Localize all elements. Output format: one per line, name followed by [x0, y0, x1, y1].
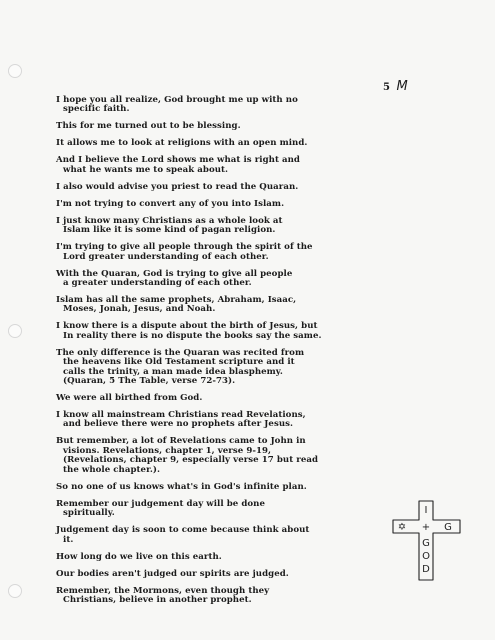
- paragraph: [56, 243, 396, 262]
- paragraph-line: Islam has all the same prophets, Abraham, Isaac,: [56, 295, 297, 306]
- paragraph: [56, 553, 396, 562]
- punch-hole: [8, 64, 22, 78]
- paragraph-line: The only difference is the Quaran was recited from: [56, 347, 305, 358]
- paragraph: [56, 349, 396, 387]
- paragraph-line: Lord greater understanding of each other.: [63, 251, 269, 262]
- paragraph-line: Islam like it is some kind of pagan religion.: [63, 225, 276, 236]
- paragraph-line: visions. Revelations, chapter 1, verse 9-19,: [63, 445, 272, 456]
- cross-bottom-letter-d: D: [422, 564, 430, 575]
- paragraph-line: We were all birthed from God.: [56, 393, 203, 404]
- page-number-value: 5: [383, 82, 391, 93]
- paragraph: [56, 526, 396, 545]
- paragraph-line: Moses, Jonah, Jesus, and Noah.: [63, 304, 216, 315]
- paragraph-line: and believe there were no prophets after Jesus.: [63, 419, 294, 430]
- cross-bottom-letter-o: O: [422, 551, 430, 562]
- paragraph: [56, 200, 396, 209]
- paragraph: [56, 96, 396, 115]
- paragraph-line: It allows me to look at religions with an open mind.: [56, 138, 308, 149]
- paragraph: [56, 570, 396, 579]
- paragraph-line: specific faith.: [63, 104, 130, 115]
- paragraph-line: spiritually.: [63, 508, 115, 519]
- paragraph: [56, 500, 396, 519]
- paragraph: [56, 217, 396, 236]
- punch-hole: [8, 584, 22, 598]
- paragraph-line: I just know many Christians as a whole look at: [56, 215, 283, 226]
- paragraph-line: With the Quaran, God is trying to give all people: [56, 268, 293, 279]
- paragraph-line: But remember, a lot of Revelations came to John in: [56, 436, 306, 447]
- paragraph-line: I know all mainstream Christians read Revelations,: [56, 410, 306, 421]
- paragraph-line: it.: [63, 534, 74, 545]
- paragraph: [56, 183, 396, 192]
- paragraph-line: I also would advise you priest to read the Quaran.: [56, 181, 299, 192]
- punch-hole: [8, 324, 22, 338]
- paragraph-line: the whole chapter.).: [63, 464, 161, 475]
- paragraph-line: what he wants me to speak about.: [63, 164, 229, 175]
- letter-body: [56, 96, 396, 613]
- page-number: [383, 79, 408, 94]
- paragraph-line: Our bodies aren't judged our spirits are judged.: [56, 568, 289, 579]
- paragraph-line: How long do we live on this earth.: [56, 551, 222, 562]
- paragraph-line: I know there is a dispute about the birth of Jesus, but: [56, 321, 318, 332]
- paragraph-line: In reality there is no dispute the books say the same.: [63, 330, 322, 341]
- cross-top-letter: I: [424, 505, 428, 516]
- paragraph-line: I hope you all realize, God brought me up with no: [56, 95, 298, 105]
- paragraph-line: (Revelations, chapter 9, especially verse 17 but read: [63, 455, 319, 466]
- paragraph: [56, 296, 396, 315]
- paragraph-line: Remember our judgement day will be done: [56, 498, 265, 509]
- paragraph: [56, 437, 396, 475]
- paragraph-line: (Quaran, 5 The Table, verse 72-73).: [63, 376, 236, 387]
- cross-bottom-letter-g: G: [422, 538, 430, 549]
- paragraph-line: Remember, the Mormons, even though they: [56, 585, 270, 596]
- paragraph-line: And I believe the Lord shows me what is right and: [56, 155, 300, 166]
- paragraph: [56, 122, 396, 131]
- paragraph-line: So no one of us knows what's in God's infinite plan.: [56, 481, 307, 492]
- cross-right-letter: G: [444, 522, 452, 533]
- paragraph-line: I'm trying to give all people through the spirit of the: [56, 242, 313, 253]
- handwritten-page-mark: M: [396, 79, 408, 94]
- paragraph-line: Judgement day is soon to come because think about: [56, 525, 310, 536]
- paragraph: [56, 270, 396, 289]
- paragraph: [56, 156, 396, 175]
- paragraph: [56, 411, 396, 430]
- paragraph: [56, 483, 396, 492]
- paragraph-line: calls the trinity, a man made idea blasphemy.: [63, 366, 283, 377]
- cross-center-mark: +: [421, 522, 431, 533]
- paragraph: [56, 322, 396, 341]
- paragraph-line: a greater understanding of each other.: [63, 278, 252, 289]
- paragraph: [56, 587, 396, 606]
- star-of-david-icon: ✡: [397, 522, 407, 533]
- paragraph-line: This for me turned out to be blessing.: [56, 121, 241, 132]
- paragraph-line: I'm not trying to convert any of you into Islam.: [56, 198, 285, 209]
- paragraph-line: Christians, believe in another prophet.: [63, 594, 252, 605]
- paragraph-line: the heavens like Old Testament scripture and it: [63, 357, 295, 368]
- paragraph: [56, 139, 396, 148]
- hand-drawn-cross-icon: [392, 500, 462, 582]
- paragraph: [56, 394, 396, 403]
